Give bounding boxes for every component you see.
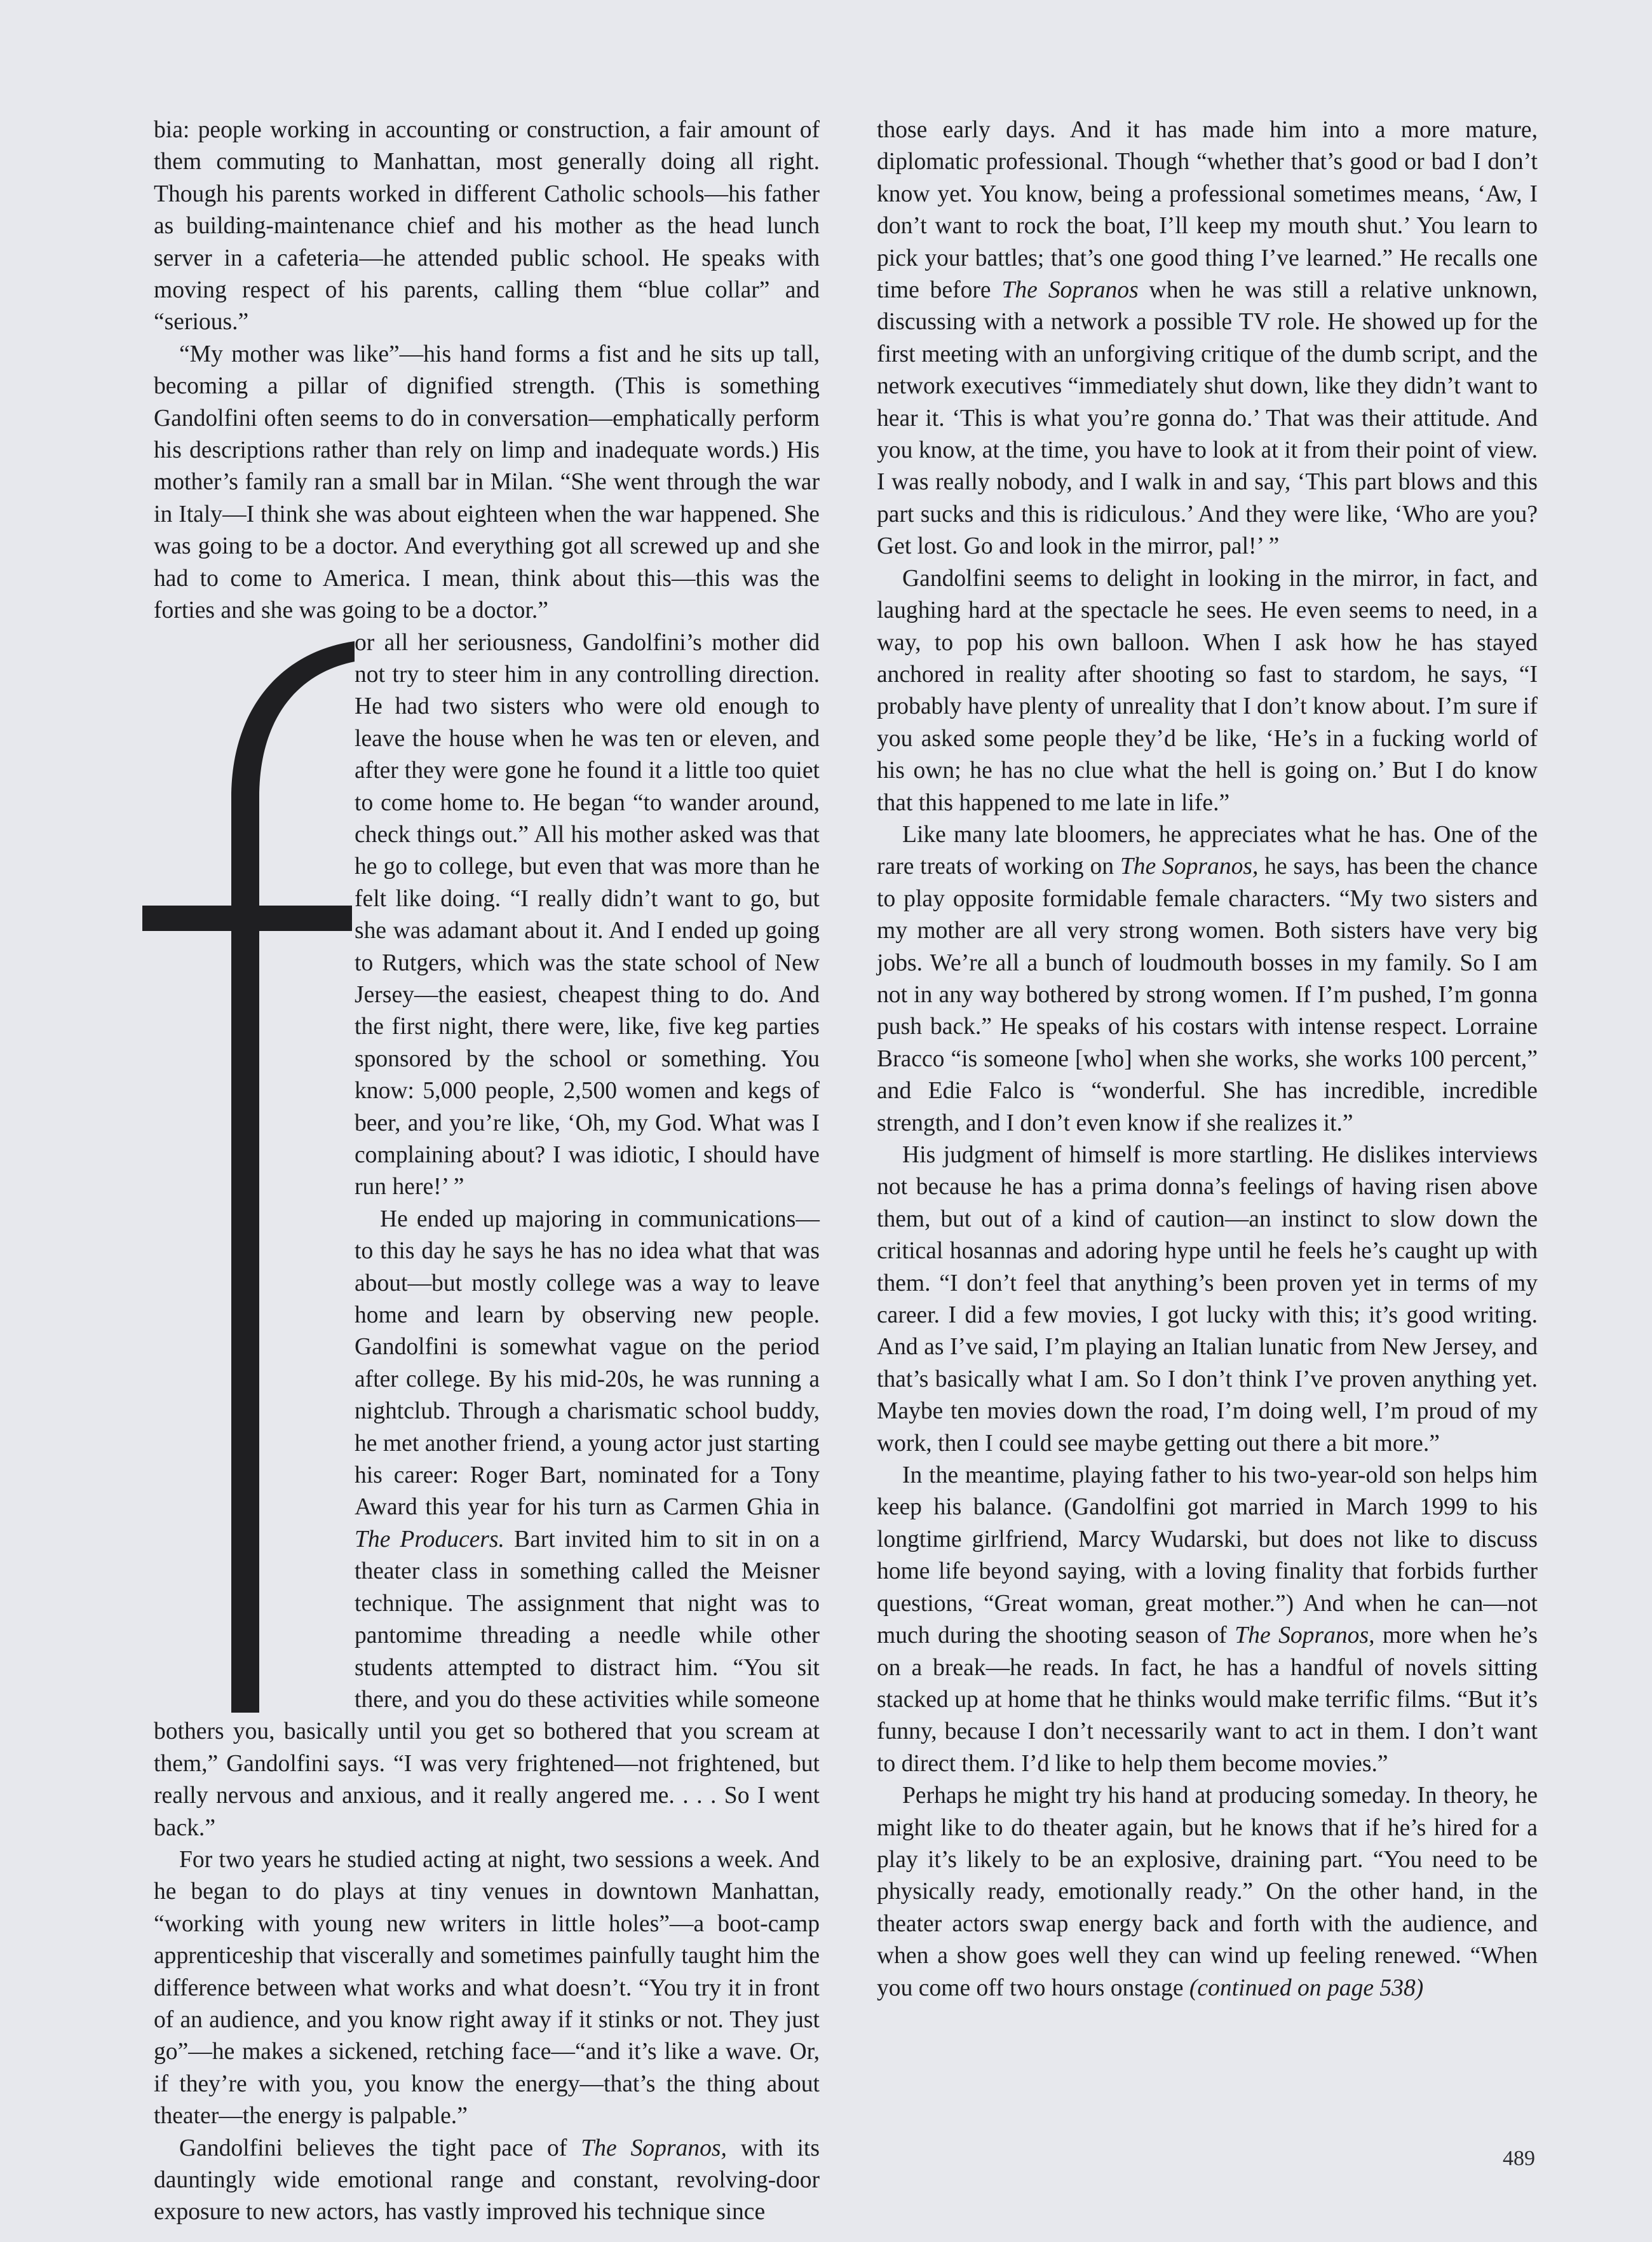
text-run: Gandolfini believes the tight pace of bbox=[179, 2135, 581, 2161]
italic-title: The Sopranos, bbox=[1235, 1622, 1375, 1649]
paragraph bbox=[877, 819, 1538, 1139]
paragraph: For two years he studied acting at night, two sessions a week. And he began to do plays at tiny venues in downtown Manhattan, “working with young new writers in little holes”—a boot-camp apprenticeship that viscerally and sometimes painfully taught him the difference between what works and what doesn’t. “You try it in front of an audience, and you know right away if it stinks or not. They just go”—he makes a sickened, retching face—“and it’s like a wave. Or, if they’re with you, you know the energy—that’s the thing about theater—the energy is palpable.” bbox=[154, 1846, 820, 2130]
text-run: Like many late bloomers, he appreciates what he has. One of the rare treats of working on bbox=[877, 821, 1538, 880]
italic-title: The Sopranos, bbox=[581, 2135, 727, 2161]
paragraph bbox=[877, 114, 1538, 563]
text-run: In the meantime, playing father to his two-year-old son helps him keep his balance. (Gandolfini got married in March 1999 to his longtime girlfriend, Marcy Wudarski, but does not like to discuss home life beyond saying, with a loving finality that forbids further questions, “Great woman, great mother.”) And when he can—not much during the shooting season of bbox=[877, 1462, 1538, 1649]
text-run: more when he’s on a break—he reads. In fact, he has a handful of novels sitting stacked up at home that he thinks would make terrific films. “But it’s funny, because I don’t necessarily want to act in them. I don’t want to direct them. I’d like to help them become movies.” bbox=[877, 1622, 1538, 1777]
text-run: Bart invited him to sit in on a theater class in something called the Meisner technique. The assignment that night was to pantomime threading a needle while other students attempted to distract him. “You sit there, and you do these activities while someone bothers you, basically until you get so bothered that you scream at them,” Gandolfini says. “I was very frightened—not frightened, but really nervous and anxious, and it really angered me. . . . So I went back.” bbox=[154, 1526, 820, 1841]
left-column bbox=[154, 114, 820, 2229]
paragraph-drop-cap: or all her seriousness, Gandolfini’s mother did not try to steer him in any controlling direction. He had two sisters who were old enough to leave the house when he was ten or eleven, and after they were gone he found it a little too quiet to come home to. He began “to wander around, check things out.” All his mother asked was that he go to college, but even that was more than he felt like doing. “I really didn’t want to go, but she was adamant about it. And I ended up going to Rutgers, which was the state school of New Jersey—the easiest, cheapest thing to do. And the first night, there were, like, five keg parties sponsored by the school or something. You know: 5,000 people, 2,500 women and kegs of beer, and you’re like, ‘Oh, my God. What was I complaining about? I was idiotic, I should have run here!’ ” bbox=[355, 629, 820, 1200]
paragraph: “My mother was like”—his hand forms a fist and he sits up tall, becoming a pillar of dignified strength. (This is something Gandolfini often seems to do in conversation—emphatically perform his descriptions rather than rely on limp and inadequate words.) His mother’s family ran a small bar in Milan. “She went through the war in Italy—I think she was about eighteen when the war happened. She was going to be a doctor. And everything got all screwed up and she had to come to America. I mean, think about this—this was the forties and she was going to be a doctor.” bbox=[154, 341, 820, 624]
paragraph bbox=[877, 1780, 1538, 2004]
italic-title: The Producers. bbox=[355, 1526, 504, 1552]
text-run: with its dauntingly wide emotional range and constant, revolving-door exposure to new actors, has vastly improved his technique since bbox=[154, 2135, 820, 2225]
text-run: he says, has been the chance to play opposite formidable female characters. “My two sisters and my mother are all very strong women. Both sisters have very big jobs. We’re all a bunch of loudmouth bosses in my family. So I am not in any way bothered by strong women. If I’m pushed, I’m gonna push back.” He speaks of his costars with intense respect. Lorraine Bracco “is someone [who] when she works, she works 100 percent,” and Edie Falco is “wonderful. She has incredible, incredible strength, and I don’t even know if she realizes it.” bbox=[877, 853, 1538, 1136]
italic-title: The Sopranos, bbox=[1120, 853, 1259, 880]
paragraph: bia: people working in accounting or construction, a fair amount of them commuting to Manhattan, most generally doing all right. Though his parents worked in different Catholic schools—his father as building-maintenance chief and his mother as the head lunch server in a cafeteria—he attended public school. He speaks with moving respect of his parents, calling them “blue collar” and “serious.” bbox=[154, 117, 820, 336]
paragraph bbox=[877, 1460, 1538, 1780]
paragraph: Gandolfini seems to delight in looking in the mirror, in fact, and laughing hard at the spectacle he sees. He even seems to need, in a way, to pop his own balloon. When I ask how he has stayed anchored in reality after shooting so fast to stardom, he says, “I probably have plenty of unreality that I don’t know about. I’m sure if you asked some people they’d be like, ‘He’s in a fucking world of his own; he has no clue what the hell is going on.’ But I do know that this happened to me late in life.” bbox=[877, 565, 1538, 816]
drop-cap-f-glyph bbox=[98, 632, 355, 1713]
right-column bbox=[877, 114, 1538, 2004]
italic-title: The Sopranos bbox=[1001, 277, 1139, 304]
text-run: those early days. And it has made him into a more mature, diplomatic professional. Though “whether that’s good or bad I don’t know yet. You know, being a professional sometimes means, ‘Aw, I don’t want to rock the boat, I’ll keep my mouth shut.’ You learn to pick your battles; that’s one good thing I’ve learned.” He recalls one time before bbox=[877, 117, 1538, 304]
paragraph bbox=[154, 2133, 820, 2229]
page-number: 489 bbox=[1503, 2147, 1535, 2170]
continued-jump-link: (continued on page 538) bbox=[1189, 1974, 1424, 2001]
text-run: when he was still a relative unknown, discussing with a network a possible TV role. He showed up for the first meeting with an unforgiving critique of the dumb script, and the network executives “immediately shut down, like they didn’t want to hear it. ‘This is what you’re gonna do.’ That was their attitude. And you know, at the time, you have to look at it from their point of view. I was really nobody, and I walk in and say, ‘This part blows and this part sucks and this is ridiculous.’ And they were like, ‘Who are you? Get lost. Go and look in the mirror, pal!’ ” bbox=[877, 277, 1538, 560]
text-run: He ended up majoring in communications—to this day he says he has no idea what that was about—but mostly college was a way to leave home and learn by observing new people. Gandolfini is somewhat vague on the period after college. By his mid-20s, he was running a nightclub. Through a charismatic school buddy, he met another friend, a young actor just starting his career: Roger Bart, nominated for a Tony Award this year for his turn as Carmen Ghia in bbox=[355, 1206, 820, 1521]
drop-cap bbox=[154, 627, 355, 1708]
text-run: Perhaps he might try his hand at producing someday. In theory, he might like to do theater again, but he knows that if he’s hired for a play it’s likely to be an explosive, draining part. “You need to be physically ready, emotionally ready.” On the other hand, in the theater actors swap energy back and forth with the audience, and when a show goes well they can wind up feeling renewed. “When you come off two hours onstage bbox=[877, 1783, 1538, 2001]
paragraph: His judgment of himself is more startling. He dislikes interviews not because he has a prima donna’s feelings of having risen above them, but out of a kind of caution—an instinct to slow down the critical hosannas and adoring hype until he feels he’s caught up with them. “I don’t feel that anything’s been proven yet in terms of my career. I did a few movies, I got lucky with this; it’s good writing. And as I’ve said, I’m playing an Italian lunatic from New Jersey, and that’s basically what I am. So I don’t think I’ve proven anything yet. Maybe ten movies down the road, I’m doing well, I’m proud of my work, then I could see maybe getting out there a bit more.” bbox=[877, 1142, 1538, 1457]
